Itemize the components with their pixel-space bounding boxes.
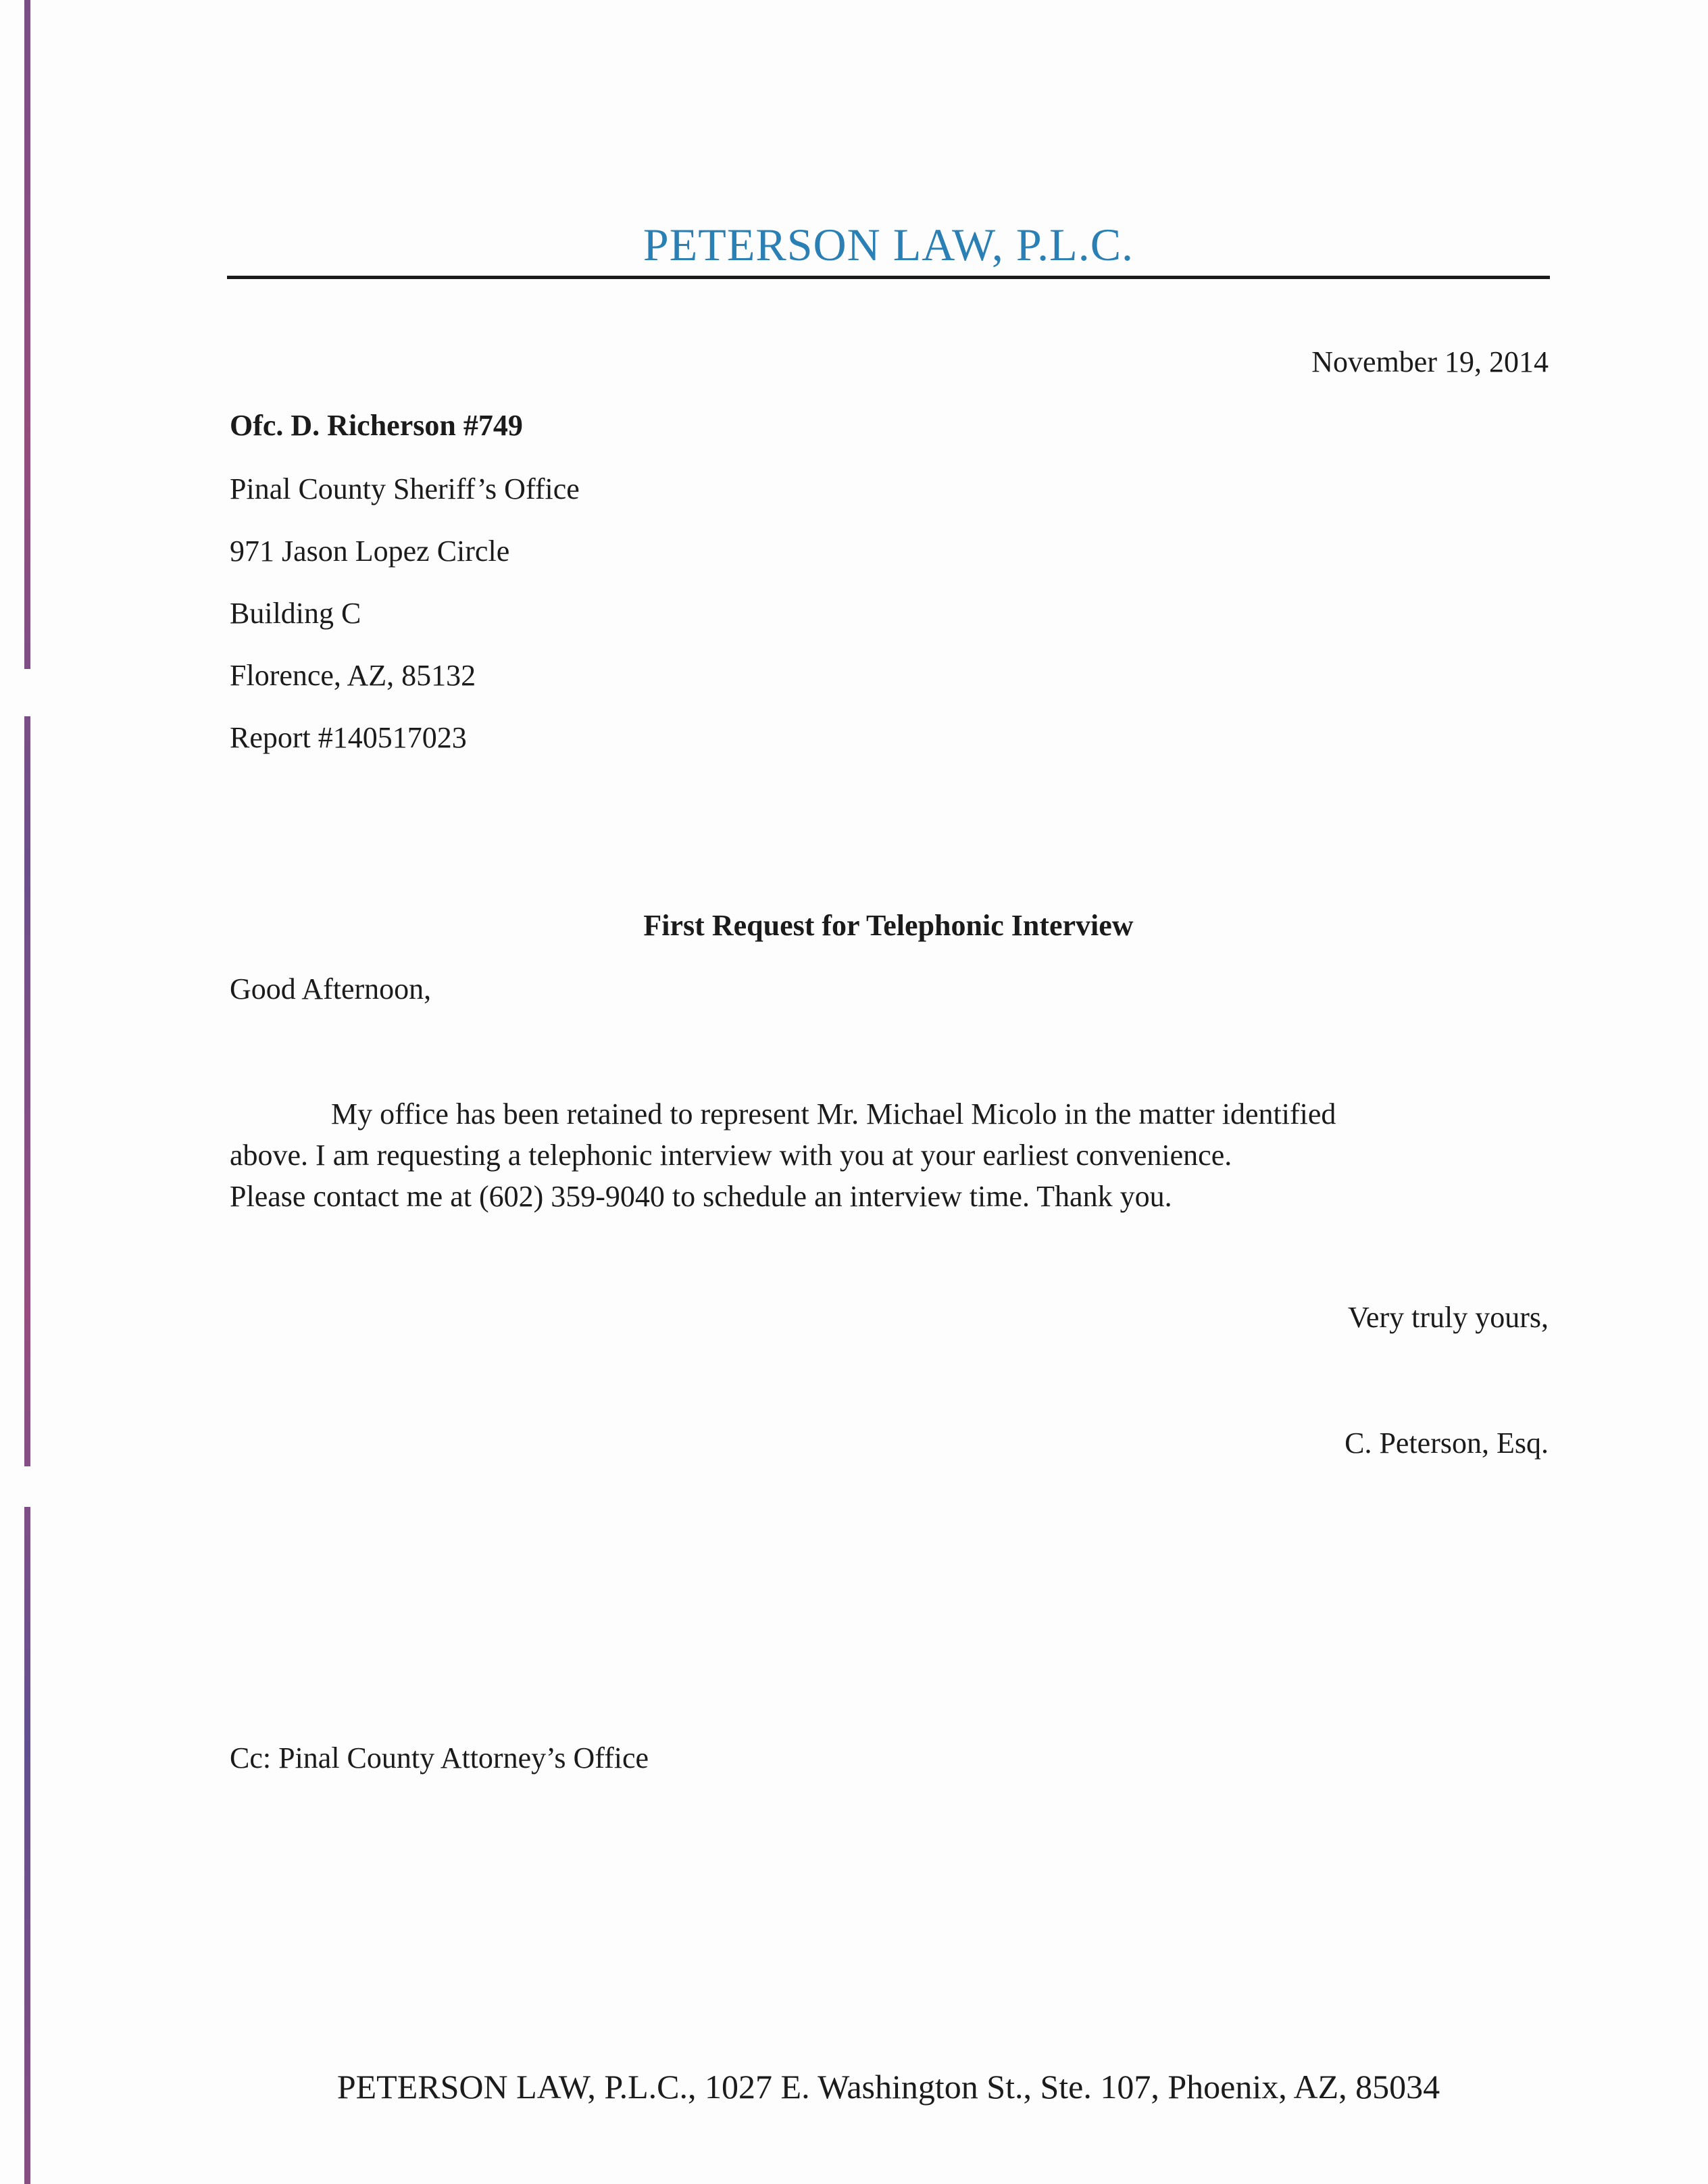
letter-date: November 19, 2014 (1311, 345, 1549, 378)
recipient-building: Building C (230, 597, 361, 630)
letter-closing: Very truly yours, (1348, 1301, 1549, 1334)
letterhead-firm-name: PETERSON LAW, P.L.C. (643, 219, 1134, 270)
body-line: above. I am requesting a telephonic interview with you at your earliest convenience. (230, 1139, 1232, 1172)
recipient-organization: Pinal County Sheriff’s Office (230, 472, 580, 505)
footer-address: PETERSON LAW, P.L.C., 1027 E. Washington St., Ste. 107, Phoenix, AZ, 85034 (336, 2068, 1440, 2106)
letter-subject: First Request for Telephonic Interview (643, 909, 1134, 942)
body-line: My office has been retained to represent Mr. Michael Micolo in the matter identified (331, 1097, 1336, 1131)
recipient-city-state-zip: Florence, AZ, 85132 (230, 659, 476, 692)
carbon-copy-line: Cc: Pinal County Attorney’s Office (230, 1741, 649, 1775)
letter-greeting: Good Afternoon, (230, 972, 432, 1006)
scan-edge-artifact (24, 0, 30, 2184)
body-line: Please contact me at (602) 359-9040 to schedule an interview time. Thank you. (230, 1180, 1172, 1213)
recipient-name: Ofc. D. Richerson #749 (230, 409, 523, 442)
recipient-street: 971 Jason Lopez Circle (230, 535, 510, 568)
letterhead-divider (227, 276, 1550, 279)
report-number: Report #140517023 (230, 721, 467, 754)
letter-signature: C. Peterson, Esq. (1345, 1426, 1549, 1460)
letter-body (230, 1093, 1540, 1217)
